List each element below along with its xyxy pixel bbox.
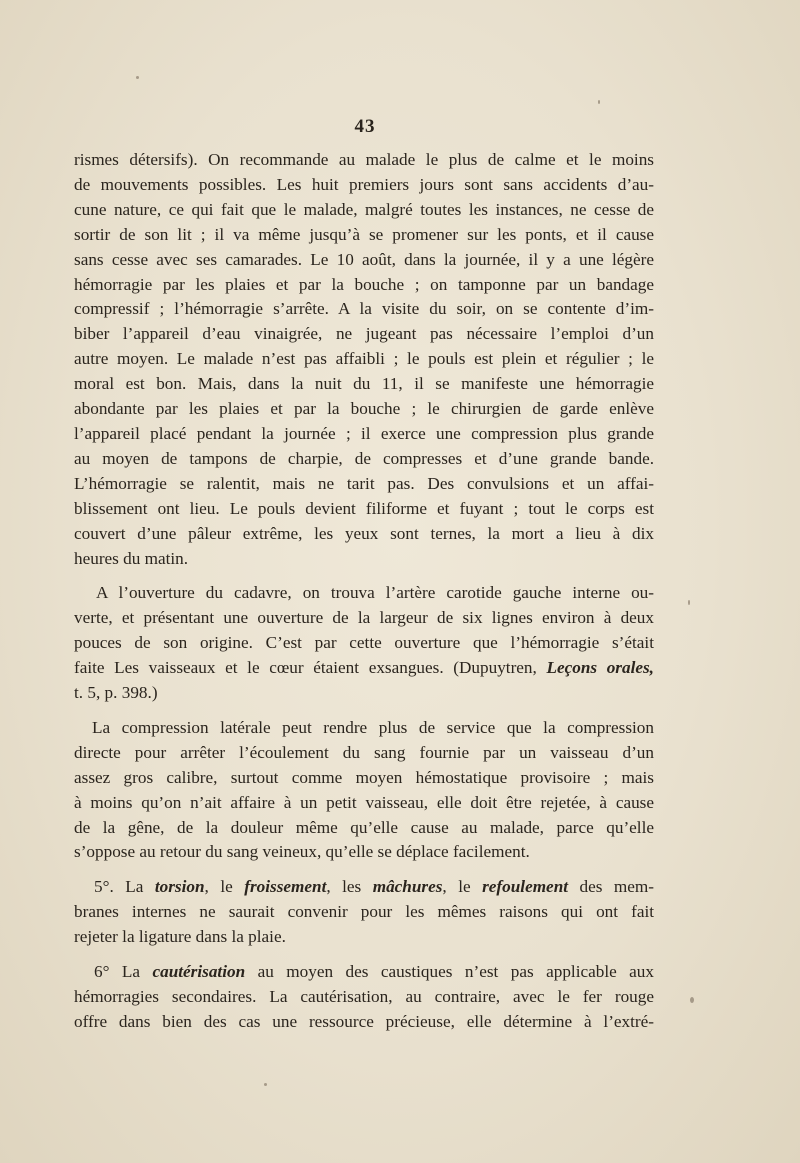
term-refoulement: refoulement: [482, 877, 569, 897]
text-line: de mouvements possibles. Les huit premiers jours sont sans accidents d’au-: [74, 174, 654, 194]
text-line: autre moyen. Le malade n’est pas affaibli ; le pouls est plein et régulier ; le: [74, 349, 654, 369]
text-line: sans cesse avec ses camarades. Le 10 août, dans la journée, il y a une légère: [74, 249, 654, 269]
paragraph: [74, 148, 654, 571]
text-fragment: , le: [442, 877, 483, 897]
text-line: La compression latérale peut rendre plus de service que la compression: [92, 717, 654, 737]
text-line: hémorragie par les plaies et par la bouche ; on tamponne par un bandage: [74, 274, 654, 294]
text-fragment: au moyen des caustiques n’est pas applicable aux: [245, 962, 654, 982]
paragraph: [74, 875, 654, 950]
paragraph: [74, 581, 654, 706]
text-line: offre dans bien des cas une ressource précieuse, elle détermine à l’extré-: [74, 1011, 654, 1031]
text-fragment: 6° La: [94, 962, 153, 982]
text-line: l’appareil placé pendant la journée ; il exerce une compression plus grande: [74, 423, 654, 443]
text-fragment: , les: [326, 877, 373, 897]
text-line: t. 5, p. 398.): [74, 683, 158, 703]
citation-title: Leçons orales,: [546, 658, 654, 678]
term-torsion: torsion: [154, 877, 205, 897]
text-fragment: , le: [204, 877, 245, 897]
text-line: blissement ont lieu. Le pouls devient filiforme et fuyant ; tout le corps est: [74, 498, 654, 518]
paragraph: [74, 716, 654, 865]
paper-speck: [598, 100, 600, 104]
text-line: rejeter la ligature dans la plaie.: [74, 927, 286, 947]
paper-speck: [690, 997, 694, 1003]
text-line: rismes détersifs). On recommande au malade le plus de calme et le moins: [74, 150, 654, 169]
text-line: [74, 656, 654, 681]
text-line: moral est bon. Mais, dans la nuit du 11, il se manifeste une hémorragie: [74, 374, 654, 394]
text-line: heures du matin.: [74, 548, 189, 568]
paper-speck: [136, 76, 139, 79]
term-cauterisation: cautérisation: [152, 962, 246, 982]
text-line: biber l’appareil d’eau vinaigrée, ne jugeant pas nécessaire l’emploi d’un: [74, 324, 654, 344]
text-line: sortir de son lit ; il va même jusqu’à se promener sur les ponts, et il cause: [74, 224, 654, 244]
body-text: [74, 148, 654, 1035]
text-line: directe pour arrêter l’écoulement du sang fournie par un vaisseau d’un: [74, 742, 654, 762]
text-fragment: faite Les vaisseaux et le cœur étaient exsangues. (Dupuytren,: [74, 658, 547, 678]
text-line: compressif ; l’hémorragie s’arrête. A la visite du soir, on se contente d’im-: [74, 299, 654, 319]
text-fragment: des mem-: [568, 877, 654, 897]
text-fragment: 5°. La: [94, 877, 155, 897]
text-line: branes internes ne saurait convenir pour les mêmes raisons qui ont fait: [74, 902, 654, 922]
text-line: [74, 875, 654, 900]
text-line: abondante par les plaies et par la bouche ; le chirurgien de garde enlève: [74, 399, 654, 419]
paragraph: [74, 960, 654, 1035]
text-line: de la gêne, de la douleur même qu’elle cause au malade, parce qu’elle: [74, 817, 654, 837]
term-froissement: froissement: [244, 877, 327, 897]
text-line: A l’ouverture du cadavre, on trouva l’artère carotide gauche interne ou-: [96, 583, 654, 603]
text-line: au moyen de tampons de charpie, de compresses et d’une grande bande.: [74, 448, 654, 468]
text-line: couvert d’une pâleur extrême, les yeux sont ternes, la mort a lieu à dix: [74, 523, 654, 543]
text-line: assez gros calibre, surtout comme moyen hémostatique provisoire ; mais: [74, 767, 654, 787]
term-machures: mâchures: [372, 877, 443, 897]
text-line: s’oppose au retour du sang veineux, qu’elle se déplace facilement.: [74, 842, 530, 862]
text-line: verte, et présentant une ouverture de la largeur de six lignes environ à deux: [74, 608, 654, 628]
paper-speck: [264, 1083, 267, 1086]
text-line: hémorragies secondaires. La cautérisation, au contraire, avec le fer rouge: [74, 987, 654, 1006]
paper-speck: [688, 600, 690, 605]
text-line: [74, 960, 654, 985]
text-line: L’hémorragie se ralentit, mais ne tarit pas. Des convulsions et un affai-: [74, 473, 654, 493]
text-line: cune nature, ce qui fait que le malade, malgré toutes les instances, ne cesse de: [74, 199, 654, 219]
text-line: à moins qu’on n’ait affaire à un petit vaisseau, elle doit être rejetée, à cause: [74, 792, 654, 812]
text-line: pouces de son origine. C’est par cette ouverture que l’hémorragie s’était: [74, 633, 654, 653]
page-number: 43: [354, 116, 376, 137]
